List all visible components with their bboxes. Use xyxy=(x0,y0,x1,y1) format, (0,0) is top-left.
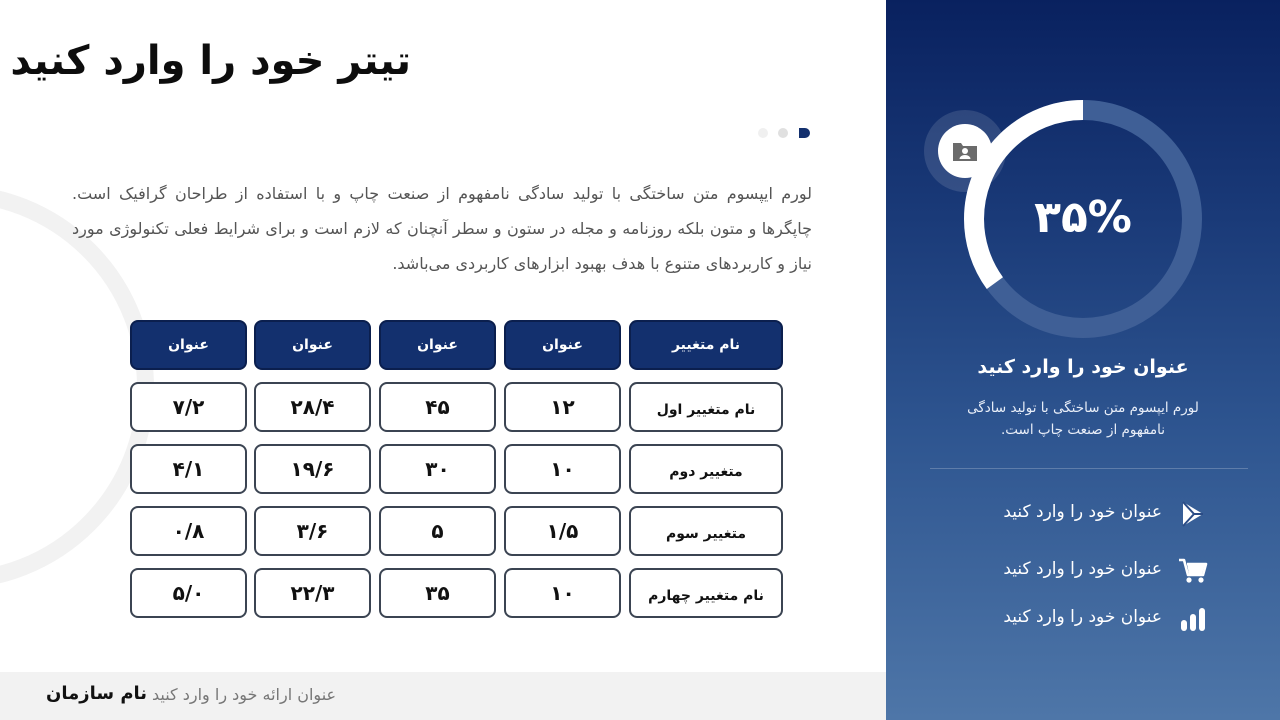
table-row-label: متغییر دوم xyxy=(629,444,783,494)
side-panel-text: لورم ایپسوم متن ساختگی با تولید سادگی نامفهوم از صنعت چاپ است. xyxy=(967,400,1199,438)
table-cell: ۱۰ xyxy=(504,444,621,494)
organization-name: نام سازمان xyxy=(46,683,148,704)
table-cell: ۲۲/۳ xyxy=(254,568,371,618)
footer-bar xyxy=(0,672,886,720)
table-cell: ۱۰ xyxy=(504,568,621,618)
folder-user-icon xyxy=(952,140,978,162)
table-header: عنوان xyxy=(504,320,621,370)
divider xyxy=(930,468,1248,469)
table-row-label: نام متغییر اول xyxy=(629,382,783,432)
table-cell: ۵ xyxy=(379,506,496,556)
bar-chart-icon xyxy=(1176,602,1210,636)
feature-label: عنوان خود را وارد کنید xyxy=(1003,607,1162,627)
table-cell: ۲۸/۴ xyxy=(254,382,371,432)
feature-item xyxy=(886,602,1280,636)
feature-label: عنوان خود را وارد کنید xyxy=(1003,502,1162,522)
table-cell: ۵/۰ xyxy=(130,568,247,618)
slide-indicator-dots xyxy=(756,126,812,140)
feature-item xyxy=(886,497,1280,531)
table-cell: ۳/۶ xyxy=(254,506,371,556)
shopping-cart-icon xyxy=(1176,554,1210,588)
table-cell: ۱۹/۶ xyxy=(254,444,371,494)
table-cell: ۳۰ xyxy=(379,444,496,494)
slide-paragraph: لورم ایپسوم متن ساختگی با تولید سادگی نامفهوم از صنعت چاپ و با استفاده از طراحان گرافیک است. چاپگرها و متون بلکه روزنامه و مجله در ستون و سطر آنچنان که لازم است و برای شرایط فعلی تکنولوژی مورد نیاز و کاربردهای متنوع با هدف بهبود ابزارهای کاربردی می‌باشد. xyxy=(72,184,812,273)
table-header: عنوان xyxy=(130,320,247,370)
table-header: عنوان xyxy=(379,320,496,370)
slide-title: تیتر خود را وارد کنید xyxy=(10,38,411,84)
feature-label: عنوان خود را وارد کنید xyxy=(1003,559,1162,579)
play-store-icon xyxy=(1176,497,1210,531)
table-cell: ۱۲ xyxy=(504,382,621,432)
table-row-label: متغییر سوم xyxy=(629,506,783,556)
presentation-title: عنوان ارائه خود را وارد کنید xyxy=(152,685,337,704)
side-panel-title: عنوان خود را وارد کنید xyxy=(977,356,1189,378)
table-header: عنوان xyxy=(254,320,371,370)
progress-percent: ۳۵% xyxy=(1034,192,1132,243)
table-cell: ۰/۸ xyxy=(130,506,247,556)
table-cell: ۷/۲ xyxy=(130,382,247,432)
table-cell: ۱/۵ xyxy=(504,506,621,556)
table-header-name: نام متغییر xyxy=(629,320,783,370)
table-row-label: نام متغییر چهارم xyxy=(629,568,783,618)
side-panel xyxy=(886,0,1280,720)
table-cell: ۴/۱ xyxy=(130,444,247,494)
feature-item xyxy=(886,554,1280,588)
table-cell: ۳۵ xyxy=(379,568,496,618)
folder-user-badge xyxy=(938,124,992,178)
table-cell: ۴۵ xyxy=(379,382,496,432)
